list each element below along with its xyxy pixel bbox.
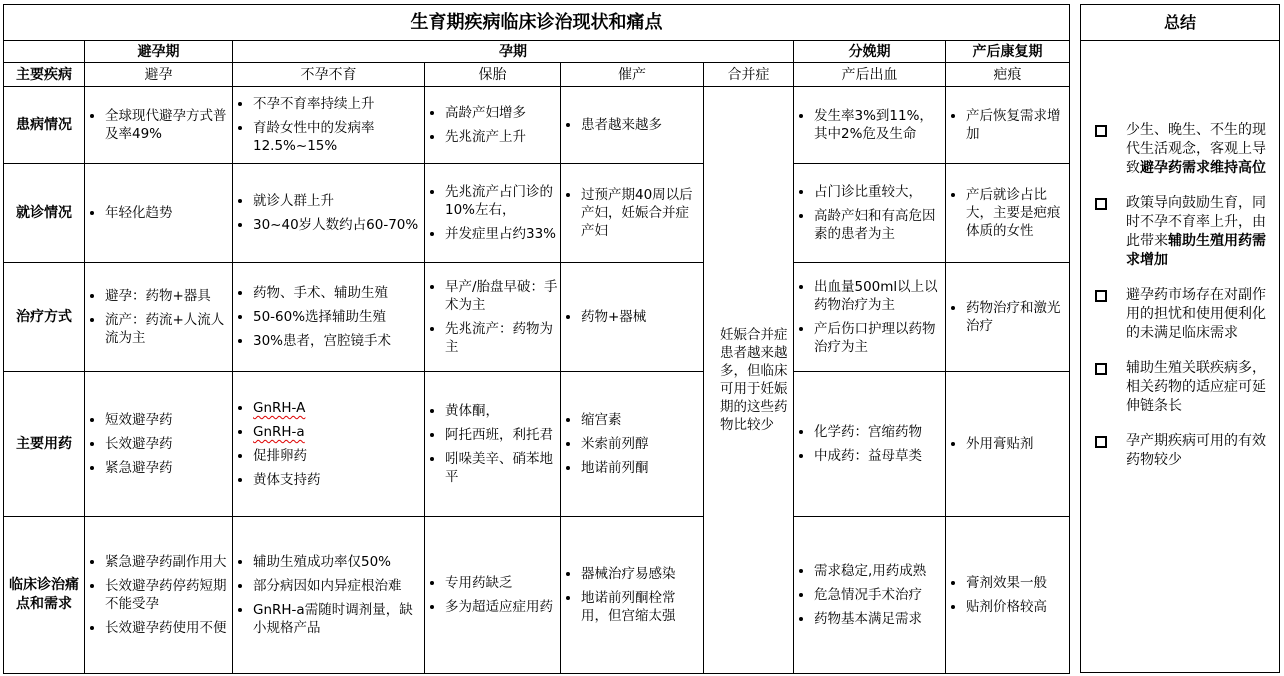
cell-bullet-item: • GnRH-A: [253, 399, 422, 417]
cell-bullet-item: • 流产：药流+人流人流为主: [105, 311, 230, 347]
table-row: [4, 372, 1070, 517]
cell-bullet-item: • 30%患者，宫腔镜手术: [253, 332, 422, 350]
cell-bullet-item: • 阿托西班，利托君: [445, 426, 558, 444]
cell-bullet-item: • 30~40岁人数约占60-70%: [253, 216, 422, 234]
cell-bullets: [946, 186, 1069, 240]
cell-bullet-item: • 中成药：益母草类: [814, 447, 943, 465]
row-label: 临床诊治痛点和需求: [4, 517, 85, 674]
cell-bullets: [85, 107, 232, 143]
cell-bullet-item: • 膏剂效果一般: [966, 574, 1067, 592]
row-label: 就诊情况: [4, 164, 85, 263]
cell-bullet-item: • 占门诊比重较大，: [814, 183, 943, 201]
cell-bullets: [233, 553, 424, 637]
cell-bullet-item: • 化学药：宫缩药物: [814, 423, 943, 441]
disease-header: 保胎: [425, 63, 561, 87]
table-cell: [946, 372, 1070, 517]
cell-bullet-item: • 外用膏贴剂: [966, 435, 1067, 453]
cell-bullets: [561, 116, 703, 134]
cell-bullets: [561, 565, 703, 625]
disease-header: 产后出血: [794, 63, 946, 87]
cell-bullet-item: • 危急情况手术治疗: [814, 586, 943, 604]
cell-bullet-item: • 长效避孕药: [105, 435, 230, 453]
row-label: 主要用药: [4, 372, 85, 517]
table-cell: [233, 372, 425, 517]
disease-header: 避孕: [85, 63, 233, 87]
cell-bullets: [425, 278, 560, 356]
complication-cell: 妊娠合并症患者越来越多，但临床可用于妊娠期的这些药物比较少: [704, 87, 794, 674]
table-cell: [794, 372, 946, 517]
cell-bullet-item: • 过预产期40周以后产妇，妊娠合并症产妇: [581, 186, 701, 240]
table-cell: [233, 517, 425, 674]
cell-bullet-item: • 专用药缺乏: [445, 574, 558, 592]
cell-bullet-item: • 产后恢复需求增加: [966, 107, 1067, 143]
summary-item-text: 少生、晚生、不生的现代生活观念，客观上导致: [1126, 122, 1266, 176]
table-cell: [561, 164, 704, 263]
table-cell: [561, 517, 704, 674]
table-cell: [794, 164, 946, 263]
cell-bullets: [946, 299, 1069, 335]
cell-bullets: [425, 402, 560, 486]
cell-bullet-item: • 先兆流产上升: [445, 128, 558, 146]
cell-bullets: [425, 104, 560, 146]
table-cell: [85, 164, 233, 263]
cell-bullet-item: • 米索前列醇: [581, 435, 701, 453]
cell-bullets: [794, 183, 945, 243]
cell-bullet-item: • 药物+器械: [581, 308, 701, 326]
table-cell: [425, 164, 561, 263]
cell-bullets: [946, 107, 1069, 143]
summary-item-text: 避孕药市场存在对副作用的担忧和使用便利化的未满足临床需求: [1126, 287, 1266, 341]
cell-bullets: [233, 192, 424, 234]
summary-title: 总结: [1081, 5, 1279, 41]
table-cell: [425, 87, 561, 164]
cell-bullets: [561, 308, 703, 326]
summary-item-text: 辅助生殖关联疾病多，相关药物的适应症可延伸链条长: [1126, 360, 1266, 414]
phase-contraception: 避孕期: [85, 41, 233, 63]
cell-bullet-item: • 产后伤口护理以药物治疗为主: [814, 320, 943, 356]
table-cell: [794, 87, 946, 164]
summary-item-text: 政策导向鼓励生育，同时不孕不育率上升，由此带来: [1126, 195, 1266, 249]
cell-bullet-item: • 年轻化趋势: [105, 204, 230, 222]
row-label: 患病情况: [4, 87, 85, 164]
cell-bullet-item: • 育龄女性中的发病率12.5%~15%: [253, 119, 422, 155]
disease-header: 合并症: [704, 63, 794, 87]
table-row: [4, 263, 1070, 372]
cell-bullet-item: • GnRH-a需随时调剂量，缺小规格产品: [253, 601, 422, 637]
cell-bullets: [946, 574, 1069, 616]
table-cell: [946, 164, 1070, 263]
disease-header: 催产: [561, 63, 704, 87]
table-cell: [425, 372, 561, 517]
table-cell: [233, 164, 425, 263]
cell-bullets: [85, 204, 232, 222]
cell-bullet-item: • 紧急避孕药副作用大: [105, 553, 230, 571]
table-row: [4, 164, 1070, 263]
table-cell: [561, 263, 704, 372]
diagnosis-table: [3, 4, 1070, 674]
table-cell: [85, 372, 233, 517]
table-cell: [233, 263, 425, 372]
cell-bullet-item: • 就诊人群上升: [253, 192, 422, 210]
cell-bullet-item: • 黄体酮，: [445, 402, 558, 420]
cell-bullets: [794, 278, 945, 356]
cell-bullet-item: • 器械治疗易感染: [581, 565, 701, 583]
cell-bullets: [233, 95, 424, 155]
phase-pregnancy: 孕期: [233, 41, 794, 63]
table-cell: [561, 372, 704, 517]
cell-bullet-item: • 缩宫素: [581, 411, 701, 429]
summary-item-emphasis: 辅助生殖用药需求增加: [1126, 233, 1266, 268]
table-cell: [425, 263, 561, 372]
table-cell: [794, 517, 946, 674]
cell-bullet-item: • 患者越来越多: [581, 116, 701, 134]
cell-bullets: [794, 423, 945, 465]
cell-bullets: [233, 399, 424, 489]
cell-bullet-item: • 药物治疗和激光治疗: [966, 299, 1067, 335]
table-cell: [946, 87, 1070, 164]
cell-bullets: [425, 574, 560, 616]
corner-cell: [4, 41, 85, 63]
row-label: 治疗方式: [4, 263, 85, 372]
cell-bullets: [794, 107, 945, 143]
table-cell: [794, 263, 946, 372]
cell-bullet-item: • 多为超适应症用药: [445, 598, 558, 616]
cell-bullet-item: • 药物基本满足需求: [814, 610, 943, 628]
cell-bullet-item: • 短效避孕药: [105, 411, 230, 429]
cell-bullets: [233, 284, 424, 350]
summary-item: [1091, 194, 1271, 270]
cell-bullets: [85, 411, 232, 477]
cell-bullet-item: • 药物、手术、辅助生殖: [253, 284, 422, 302]
cell-bullet-item: • 高龄产妇增多: [445, 104, 558, 122]
cell-bullet-item: • 促排卵药: [253, 447, 422, 465]
cell-bullet-item: • 部分病因如内异症根治难: [253, 577, 422, 595]
cell-bullet-item: • 需求稳定,用药成熟: [814, 562, 943, 580]
cell-bullets: [794, 562, 945, 628]
cell-bullet-item: • 高龄产妇和有高危因素的患者为主: [814, 207, 943, 243]
summary-list: [1081, 41, 1279, 470]
cell-bullet-item: • 先兆流产占门诊的10%左右，: [445, 183, 558, 219]
cell-bullet-item: • 避孕：药物+器具: [105, 287, 230, 305]
summary-panel: [1080, 4, 1280, 673]
cell-bullet-item: • 贴剂价格较高: [966, 598, 1067, 616]
cell-bullet-item: • 并发症里占约33%: [445, 225, 558, 243]
cell-bullet-item: • 黄体支持药: [253, 471, 422, 489]
cell-bullet-item: • 长效避孕药停药短期不能受孕: [105, 577, 230, 613]
table-cell: [85, 263, 233, 372]
cell-bullet-item: • 地诺前列酮: [581, 459, 701, 477]
summary-item: [1091, 121, 1271, 178]
cell-bullet-item: • 发生率3%到11%，其中2%危及生命: [814, 107, 943, 143]
table-cell: [233, 87, 425, 164]
cell-bullet-item: • 早产/胎盘早破：手术为主: [445, 278, 558, 314]
table-cell: [946, 517, 1070, 674]
phase-postpartum: 产后康复期: [946, 41, 1070, 63]
cell-bullets: [85, 553, 232, 637]
cell-bullets: [425, 183, 560, 243]
phase-delivery: 分娩期: [794, 41, 946, 63]
summary-item-emphasis: 避孕药需求维持高位: [1140, 160, 1266, 176]
disease-header: 不孕不育: [233, 63, 425, 87]
cell-bullets: [561, 411, 703, 477]
table-cell: [85, 517, 233, 674]
cell-bullet-item: • 全球现代避孕方式普及率49%: [105, 107, 230, 143]
cell-bullet-item: • 不孕不育率持续上升: [253, 95, 422, 113]
table-title: 生育期疾病临床诊治现状和痛点: [4, 5, 1070, 41]
summary-item: [1091, 432, 1271, 470]
main-disease-label: 主要疾病: [4, 63, 85, 87]
cell-bullet-item: • 50-60%选择辅助生殖: [253, 308, 422, 326]
disease-header: 疤痕: [946, 63, 1070, 87]
cell-bullets: [946, 435, 1069, 453]
table-cell: [425, 517, 561, 674]
cell-bullet-item: • 辅助生殖成功率仅50%: [253, 553, 422, 571]
cell-bullet-item: • 出血量500ml以上以药物治疗为主: [814, 278, 943, 314]
table-cell: [561, 87, 704, 164]
cell-bullet-item: • 长效避孕药使用不便: [105, 619, 230, 637]
summary-item-text: 孕产期疾病可用的有效药物较少: [1126, 433, 1266, 468]
summary-item: [1091, 286, 1271, 343]
cell-bullet-item: • 地诺前列酮栓常用，但宫缩太强: [581, 589, 701, 625]
cell-bullet-item: • 先兆流产：药物为主: [445, 320, 558, 356]
table-cell: [85, 87, 233, 164]
summary-item: [1091, 359, 1271, 416]
cell-bullet-item: • 产后就诊占比大，主要是疤痕体质的女性: [966, 186, 1067, 240]
cell-bullets: [561, 186, 703, 240]
cell-bullets: [85, 287, 232, 347]
cell-bullet-item: • GnRH-a: [253, 423, 422, 441]
cell-bullet-item: • 紧急避孕药: [105, 459, 230, 477]
table-row: [4, 87, 1070, 164]
table-row: [4, 517, 1070, 674]
cell-bullet-item: • 吲哚美辛、硝苯地平: [445, 450, 558, 486]
table-cell: [946, 263, 1070, 372]
